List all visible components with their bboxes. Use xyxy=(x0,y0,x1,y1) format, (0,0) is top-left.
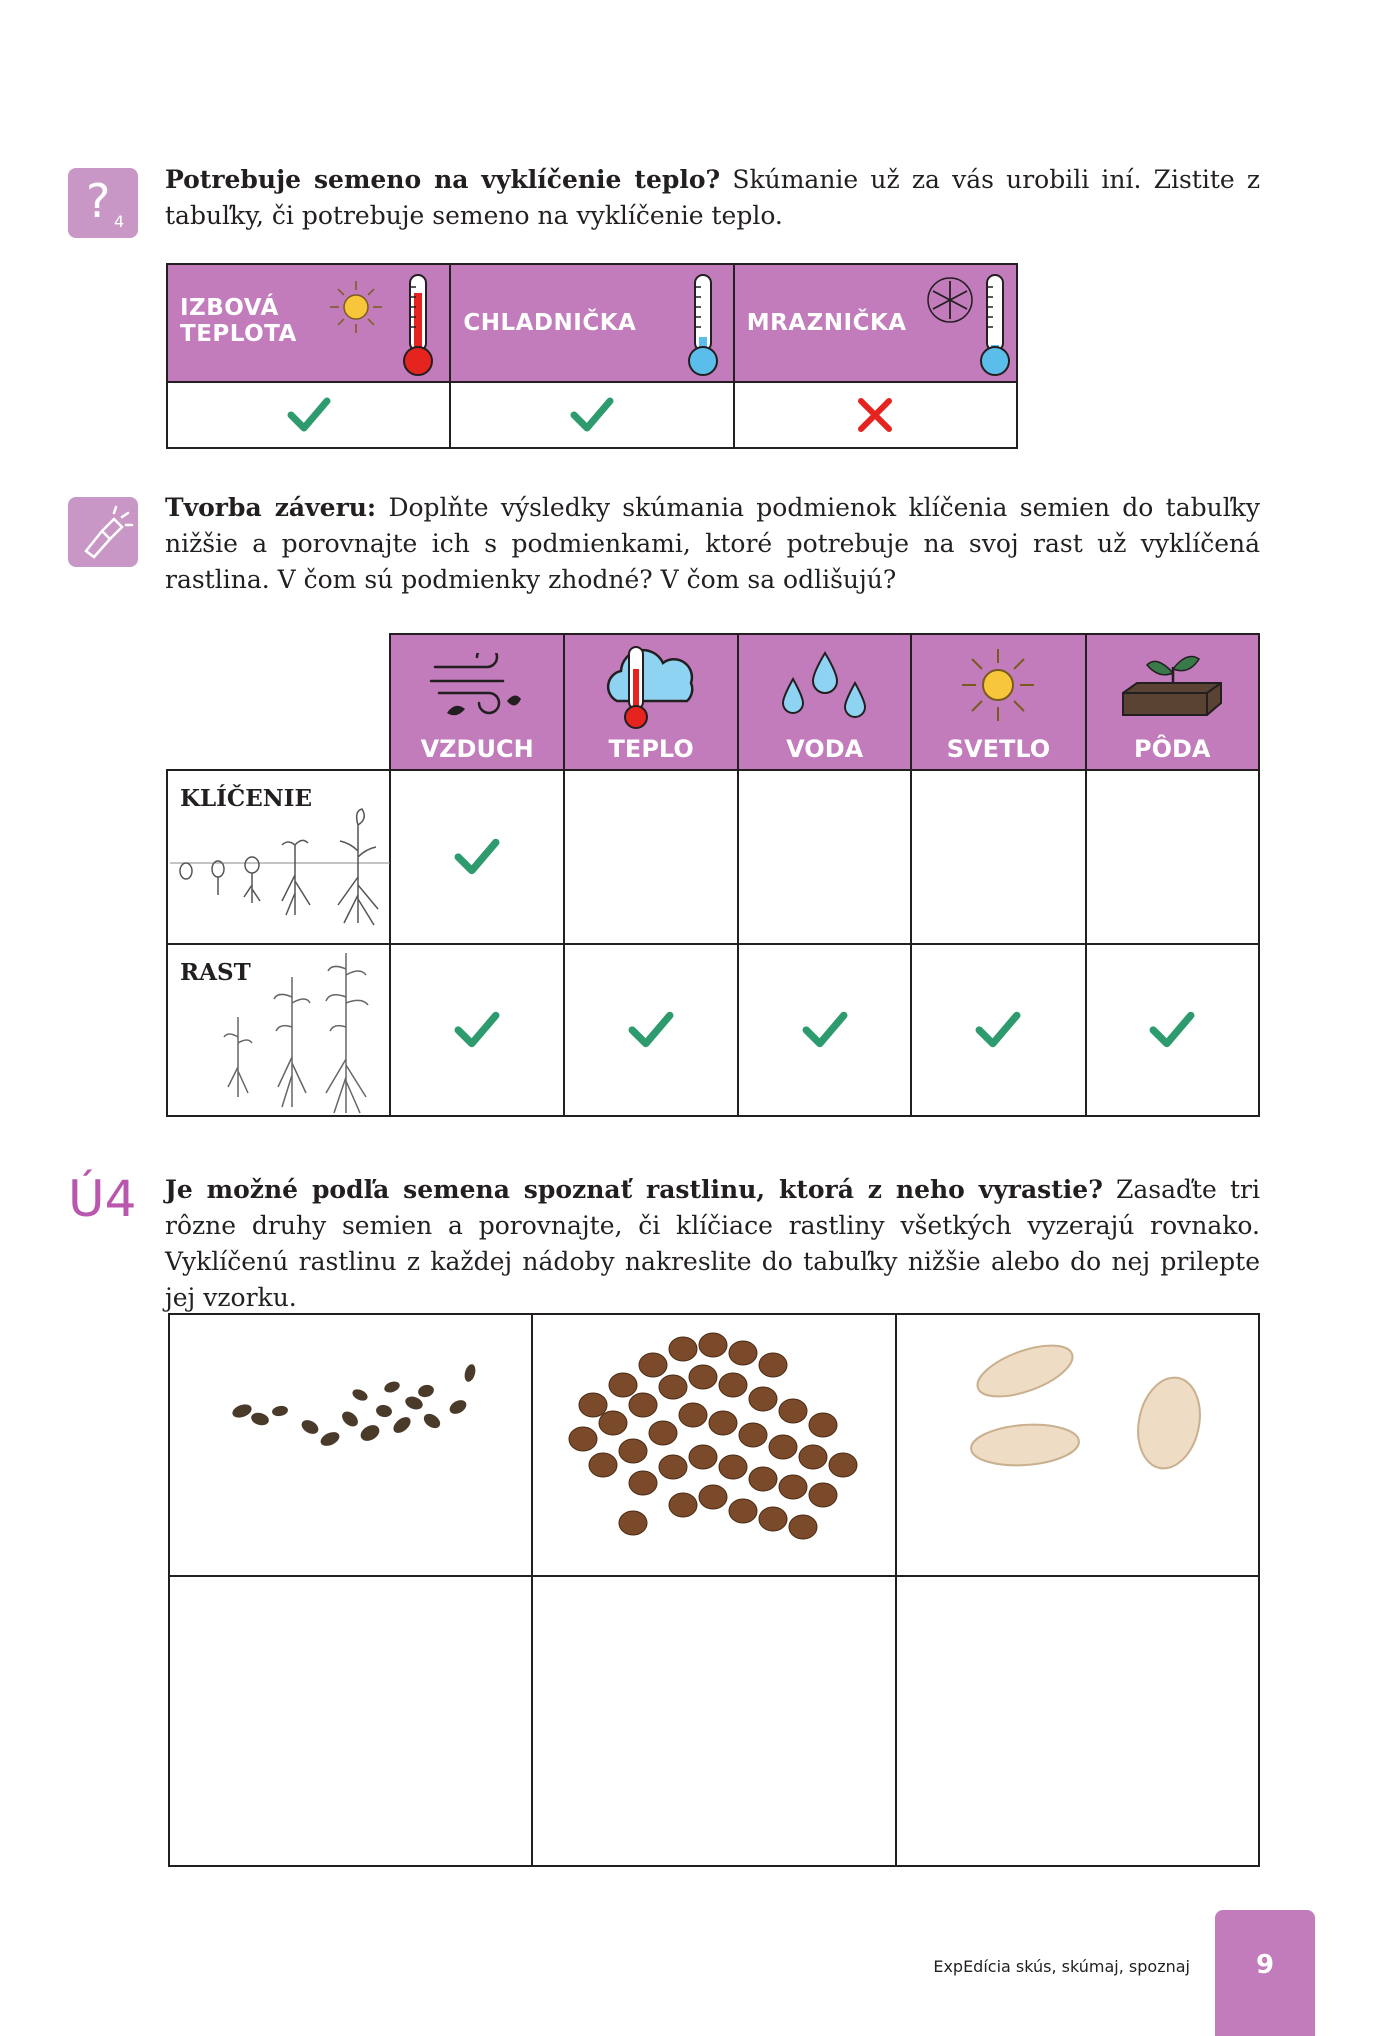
check-icon xyxy=(454,836,500,878)
result-room-temperature xyxy=(167,382,450,448)
thermometer-cold-icon xyxy=(975,271,1015,379)
snowflake-icon xyxy=(925,275,975,325)
check-icon xyxy=(975,1009,1021,1051)
task-u4-marker: Ú4 xyxy=(68,1170,137,1228)
cell-growth-soil xyxy=(1086,944,1259,1116)
flashlight-icon xyxy=(68,497,138,567)
column-light: SVETLO xyxy=(911,634,1085,770)
seed-cell-3 xyxy=(896,1314,1259,1576)
thermometer-cold-icon xyxy=(683,271,723,379)
seeds-table xyxy=(168,1313,1260,1867)
sun-icon xyxy=(956,643,1040,727)
conditions-table xyxy=(166,633,1260,1117)
drawing-cell-3[interactable] xyxy=(896,1576,1259,1866)
wind-icon xyxy=(429,653,525,723)
drawing-cell-1[interactable] xyxy=(169,1576,532,1866)
question-4-icon: ? 4 xyxy=(68,168,138,238)
cell-growth-water xyxy=(738,944,911,1116)
cell-germination-air xyxy=(390,770,564,944)
conclusion-text: Tvorba záveru: Doplňte výsledky skúmania podmienok klíčenia semien do tabuľky nižšie a porovnajte ich s podmienkami, ktoré potrebuje na svoj rast už vyklíčená rastlina. V čom sú podmienky zhodné? V čom sa odlišujú? xyxy=(165,493,1260,594)
growth-illustration xyxy=(208,947,378,1117)
result-fridge xyxy=(450,382,733,448)
germination-illustration xyxy=(170,805,390,935)
row-label-germination: KLÍČENIE xyxy=(167,770,390,944)
check-icon xyxy=(287,395,331,435)
cell-growth-air xyxy=(390,944,564,1116)
cell-germination-light[interactable] xyxy=(911,770,1085,944)
check-icon xyxy=(802,1009,848,1051)
column-air: VZDUCH xyxy=(390,634,564,770)
cell-germination-water[interactable] xyxy=(738,770,911,944)
cell-germination-heat[interactable] xyxy=(564,770,738,944)
water-drops-icon xyxy=(775,649,875,729)
column-soil: PÔDA xyxy=(1086,634,1259,770)
round-brown-seeds-photo xyxy=(533,1315,897,1577)
header-room-temperature: IZBOVÁ TEPLOTA xyxy=(167,264,450,382)
task-u4-text: Je možné podľa semena spoznať rastlinu, ktorá z neho vyrastie? Zasaďte tri rôzne druhy semien a porovnajte, či klíčiace rastliny všetkých vyzerajú rovnako. Vyklíčenú rastlinu z každej nádoby nakreslite do tabuľky nižšie alebo do nej prilepte jej vzorku. xyxy=(165,1175,1260,1312)
footer-book-title: ExpEdícia skús, skúmaj, spoznaj xyxy=(933,1957,1190,1976)
seed-cell-1 xyxy=(169,1314,532,1576)
cell-growth-light xyxy=(911,944,1085,1116)
cross-icon xyxy=(855,395,895,435)
soil-sprout-icon xyxy=(1117,645,1227,731)
check-icon xyxy=(570,395,614,435)
result-freezer xyxy=(734,382,1017,448)
thermometer-hot-icon xyxy=(398,271,438,379)
sun-icon xyxy=(326,273,396,343)
small-dark-seeds-photo xyxy=(170,1315,534,1577)
column-heat: TEPLO xyxy=(564,634,738,770)
check-icon xyxy=(628,1009,674,1051)
question-4-text: Potrebuje semeno na vyklíčenie teplo? Skúmanie už za vás urobili iní. Zistite z tabuľky, či potrebuje semeno na vyklíčenie teplo. xyxy=(165,165,1261,230)
seed-cell-2 xyxy=(532,1314,895,1576)
check-icon xyxy=(1149,1009,1195,1051)
check-icon xyxy=(454,1009,500,1051)
header-fridge: CHLADNIČKA xyxy=(450,264,733,382)
row-label-growth: RAST xyxy=(167,944,390,1116)
drawing-cell-2[interactable] xyxy=(532,1576,895,1866)
cell-growth-heat xyxy=(564,944,738,1116)
page-number: 9 xyxy=(1255,1950,1275,1980)
temperature-table xyxy=(166,263,1018,449)
cloud-thermometer-icon xyxy=(597,643,707,733)
column-water: VODA xyxy=(738,634,911,770)
cell-germination-soil[interactable] xyxy=(1086,770,1259,944)
header-freezer: MRAZNIČKA xyxy=(734,264,1017,382)
pale-flat-seeds-photo xyxy=(897,1315,1261,1577)
